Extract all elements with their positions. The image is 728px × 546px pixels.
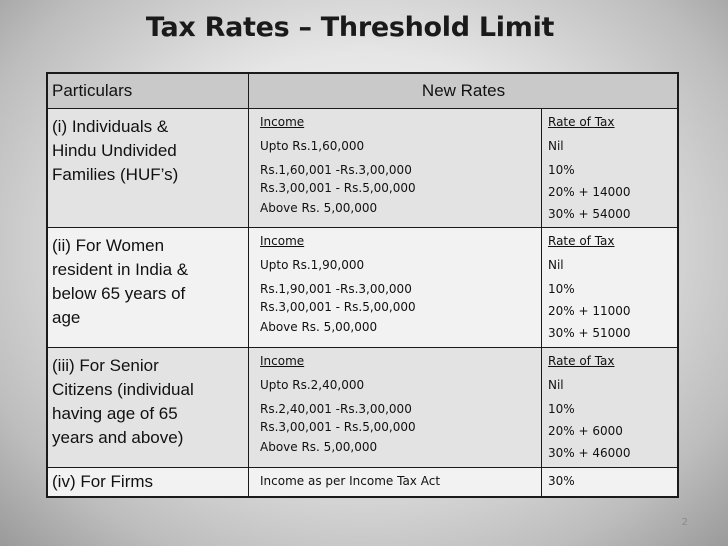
- rate-header: Rate of Tax: [548, 354, 615, 368]
- tax-rate: 20% + 6000: [548, 424, 623, 438]
- tax-rate: 10%: [548, 402, 575, 416]
- tax-rate: 30%: [548, 474, 575, 488]
- income-slab: Rs.1,60,001 -Rs.3,00,000: [260, 163, 412, 177]
- income-header: Income: [260, 354, 305, 368]
- income-slab: Rs.3,00,001 - Rs.5,00,000: [260, 181, 416, 195]
- tax-rates-table: [46, 72, 679, 498]
- income-slab: Rs.3,00,001 - Rs.5,00,000: [260, 420, 416, 434]
- income-slab: Upto Rs.2,40,000: [260, 378, 365, 392]
- slide-number: 2: [681, 517, 688, 528]
- income-slab: Rs.3,00,001 - Rs.5,00,000: [260, 300, 416, 314]
- income-slab: Rs.2,40,001 -Rs.3,00,000: [260, 402, 412, 416]
- income-description: Income as per Income Tax Act: [260, 474, 441, 488]
- rate-header: Rate of Tax: [548, 234, 615, 248]
- tax-rate: 20% + 11000: [548, 304, 631, 318]
- rate-header: Rate of Tax: [548, 115, 615, 129]
- tax-rate: 10%: [548, 163, 575, 177]
- income-header: Income: [260, 115, 305, 129]
- tax-rate: 20% + 14000: [548, 185, 631, 199]
- income-header: Income: [260, 234, 305, 248]
- tax-rate: Nil: [548, 378, 564, 392]
- header-particulars: Particulars: [52, 81, 133, 100]
- row-particulars: (ii) For Women resident in India & below 65 years of age: [52, 236, 189, 327]
- row-particulars: (iii) For Senior Citizens (individual having age of 65 years and above): [52, 356, 194, 447]
- tax-rate: Nil: [548, 139, 564, 153]
- income-slab: Above Rs. 5,00,000: [260, 320, 378, 334]
- tax-rate: Nil: [548, 258, 564, 272]
- income-slab: Rs.1,90,001 -Rs.3,00,000: [260, 282, 412, 296]
- table-row: [48, 228, 677, 348]
- header-new-rates: New Rates: [248, 74, 678, 108]
- table-row: [48, 109, 677, 228]
- income-slab: Above Rs. 5,00,000: [260, 201, 378, 215]
- table-header-row: [48, 74, 677, 109]
- tax-rate: 30% + 46000: [548, 446, 631, 460]
- tax-rate: 30% + 51000: [548, 326, 631, 340]
- tax-rate: 10%: [548, 282, 575, 296]
- tax-rate: 30% + 54000: [548, 207, 631, 221]
- income-slab: Above Rs. 5,00,000: [260, 440, 378, 454]
- income-slab: Upto Rs.1,90,000: [260, 258, 365, 272]
- table-row: [48, 468, 677, 496]
- row-particulars: (iv) For Firms: [52, 472, 154, 491]
- income-slab: Upto Rs.1,60,000: [260, 139, 365, 153]
- table-row: [48, 348, 677, 468]
- slide-title: Tax Rates – Threshold Limit: [145, 12, 555, 43]
- row-particulars: (i) Individuals & Hindu Undivided Families (HUF’s): [52, 117, 179, 184]
